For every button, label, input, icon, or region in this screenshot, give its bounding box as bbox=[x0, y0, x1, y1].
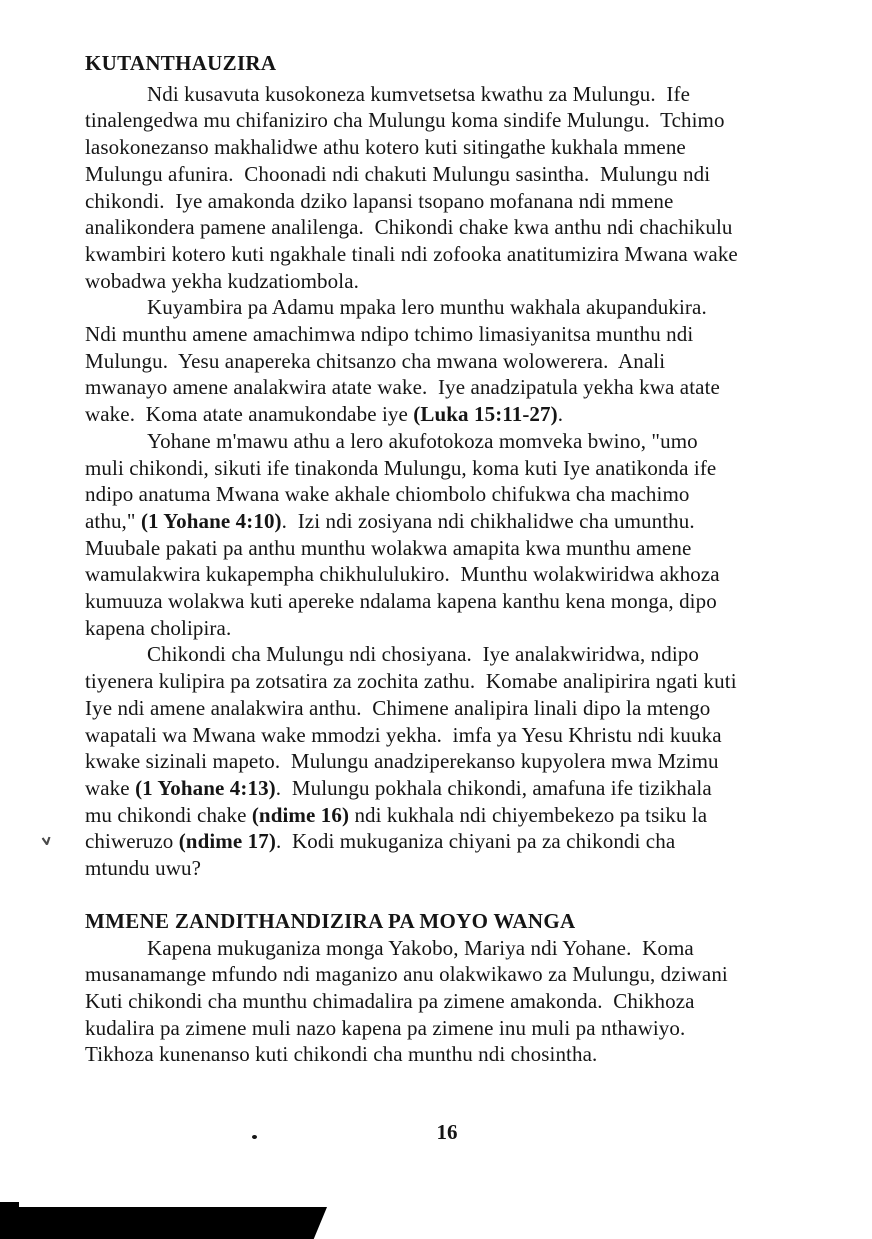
body-text: lasokonezanso makhalidwe athu kotero kuti sitingathe kukhala mmene bbox=[85, 135, 686, 160]
paragraph bbox=[85, 294, 827, 428]
bold-reference-text: (ndime 16) bbox=[251, 802, 350, 827]
body-text: mtundu uwu? bbox=[85, 856, 202, 881]
body-text: Muubale pakati pa anthu munthu wolakwa amapita kwa munthu amene bbox=[85, 535, 692, 560]
body-text: analikondera pamene analilenga. Chikondi chake kwa anthu ndi chachikulu bbox=[85, 215, 733, 240]
text-line bbox=[85, 81, 827, 108]
page-body bbox=[85, 50, 827, 1068]
body-text: . bbox=[557, 402, 564, 427]
text-line bbox=[85, 961, 827, 988]
body-text: ndi kukhala ndi chiyembekezo pa tsiku la bbox=[349, 802, 708, 827]
body-text: wamulakwira kukapempha chikhululukiro. Munthu wolakwiridwa akhoza bbox=[85, 562, 720, 587]
body-text: . Kodi mukuganiza chiyani pa za chikondi cha bbox=[275, 829, 676, 854]
text-line bbox=[85, 535, 827, 562]
text-line bbox=[85, 722, 827, 749]
text-line bbox=[85, 321, 827, 348]
body-text: kumuuza wolakwa kuti apereke ndalama kapena kanthu kena monga, dipo bbox=[85, 589, 717, 614]
paragraph bbox=[85, 641, 827, 881]
body-text: wake bbox=[85, 775, 136, 800]
body-text: kwake sizinali mapeto. Mulungu anadziperekanso kupyolera mwa Mzimu bbox=[85, 749, 719, 774]
body-text: chiweruzo bbox=[85, 829, 179, 854]
text-line bbox=[85, 455, 827, 482]
text-line bbox=[85, 588, 827, 615]
paragraph bbox=[85, 81, 827, 295]
bold-reference-text: (1 Yohane 4:10) bbox=[140, 508, 282, 533]
text-line bbox=[85, 1015, 827, 1042]
text-line bbox=[85, 241, 827, 268]
text-line bbox=[85, 641, 827, 668]
body-text: kwambiri kotero kuti ngakhale tinali ndi zofooka anatitumizira Mwana wake bbox=[85, 241, 738, 266]
text-line bbox=[85, 294, 827, 321]
text-line bbox=[85, 988, 827, 1015]
text-line bbox=[85, 374, 827, 401]
body-text: wake. Koma atate anamukondabe iye bbox=[85, 402, 414, 427]
section-heading: MMENE ZANDITHANDIZIRA PA MOYO WANGA bbox=[85, 908, 576, 933]
text-line bbox=[85, 855, 827, 882]
text-line bbox=[85, 428, 827, 455]
paragraph bbox=[85, 428, 827, 642]
body-text: Mulungu afunira. Choonadi ndi chakuti Mulungu sasintha. Mulungu ndi bbox=[85, 161, 711, 186]
page-number: 16 bbox=[436, 1120, 458, 1144]
text-line bbox=[85, 134, 827, 161]
body-text: chikondi. Iye amakonda dziko lapansi tsopano mofanana ndi mmene bbox=[85, 188, 674, 213]
body-text: Iye ndi amene analakwira anthu. Chimene analipira linali dipo la mtengo bbox=[85, 695, 711, 720]
text-line bbox=[85, 188, 827, 215]
body-text: musanamange mfundo ndi maganizo anu olakwikawo za Mulungu, dziwani bbox=[85, 962, 728, 987]
body-text: muli chikondi, sikuti ife tinakonda Mulungu, koma kuti Iye anatikonda ife bbox=[85, 455, 717, 480]
body-text: Ndi munthu amene amachimwa ndipo tchimo limasiyanitsa munthu ndi bbox=[85, 322, 694, 347]
body-text: Kuti chikondi cha munthu chimadalira pa zimene amakonda. Chikhoza bbox=[85, 988, 695, 1013]
text-line bbox=[85, 802, 827, 829]
body-text: Chikondi cha Mulungu ndi chosiyana. Iye analakwiridwa, ndipo bbox=[147, 642, 699, 667]
text-line bbox=[85, 561, 827, 588]
body-text: Yohane m'mawu athu a lero akufotokoza momveka bwino, "umo bbox=[147, 428, 698, 453]
body-text: Mulungu. Yesu anapereka chitsanzo cha mwana wolowerera. Anali bbox=[85, 348, 666, 373]
section-heading: KUTANTHAUZIRA bbox=[85, 51, 277, 75]
body-text: kapena cholipira. bbox=[85, 615, 232, 640]
text-line bbox=[85, 268, 827, 295]
bold-reference-text: (ndime 17) bbox=[178, 829, 276, 854]
body-text: mwanayo amene analakwira atate wake. Iye anadzipatula yekha kwa atate bbox=[85, 375, 720, 400]
body-text: wobadwa yekha kudzatiombola. bbox=[85, 268, 359, 293]
body-text: athu," bbox=[85, 508, 141, 533]
text-line bbox=[85, 214, 827, 241]
text-line bbox=[85, 748, 827, 775]
body-text: Tikhoza kunenanso kuti chikondi cha munthu ndi chosintha. bbox=[85, 1042, 598, 1067]
text-line bbox=[85, 161, 827, 188]
text-line bbox=[85, 107, 827, 134]
body-text: kudalira pa zimene muli nazo kapena pa zimene inu muli pa nthawiyo. bbox=[85, 1015, 686, 1040]
body-text: . Izi ndi zosiyana ndi chikhalidwe cha umunthu. bbox=[281, 508, 695, 533]
body-text: Ndi kusavuta kusokoneza kumvetsetsa kwathu za Mulungu. Ife bbox=[147, 81, 691, 106]
body-text: tiyenera kulipira pa zotsatira za zochita zathu. Komabe analipirira ngati kuti bbox=[85, 669, 737, 694]
body-text: Kapena mukuganiza monga Yakobo, Mariya ndi Yohane. Koma bbox=[147, 935, 694, 960]
text-line bbox=[85, 935, 827, 962]
text-line bbox=[85, 508, 827, 535]
scan-edge-bar-icon bbox=[0, 1207, 332, 1239]
paragraph bbox=[85, 935, 827, 1069]
text-line bbox=[85, 668, 827, 695]
text-line bbox=[85, 828, 827, 855]
text-line bbox=[85, 348, 827, 375]
ink-speck-icon bbox=[41, 836, 51, 845]
text-line bbox=[85, 481, 827, 508]
text-line bbox=[85, 1041, 827, 1068]
body-text: Kuyambira pa Adamu mpaka lero munthu wakhala akupandukira. bbox=[147, 295, 707, 320]
body-text: tinalengedwa mu chifaniziro cha Mulungu koma sindife Mulungu. Tchimo bbox=[85, 108, 725, 133]
text-line bbox=[85, 401, 827, 428]
bold-reference-text: (Luka 15:11-27) bbox=[413, 402, 558, 427]
body-text: mu chikondi chake bbox=[85, 802, 252, 827]
body-text: ndipo anatuma Mwana wake akhale chiombolo chifukwa cha machimo bbox=[85, 482, 690, 507]
text-line bbox=[85, 615, 827, 642]
bold-reference-text: (1 Yohane 4:13) bbox=[135, 775, 276, 800]
body-text: wapatali wa Mwana wake mmodzi yekha. imfa ya Yesu Khristu ndi kuuka bbox=[85, 722, 722, 747]
text-line bbox=[85, 695, 827, 722]
text-line bbox=[85, 775, 827, 802]
body-text: . Mulungu pokhala chikondi, amafuna ife tizikhala bbox=[275, 775, 712, 800]
